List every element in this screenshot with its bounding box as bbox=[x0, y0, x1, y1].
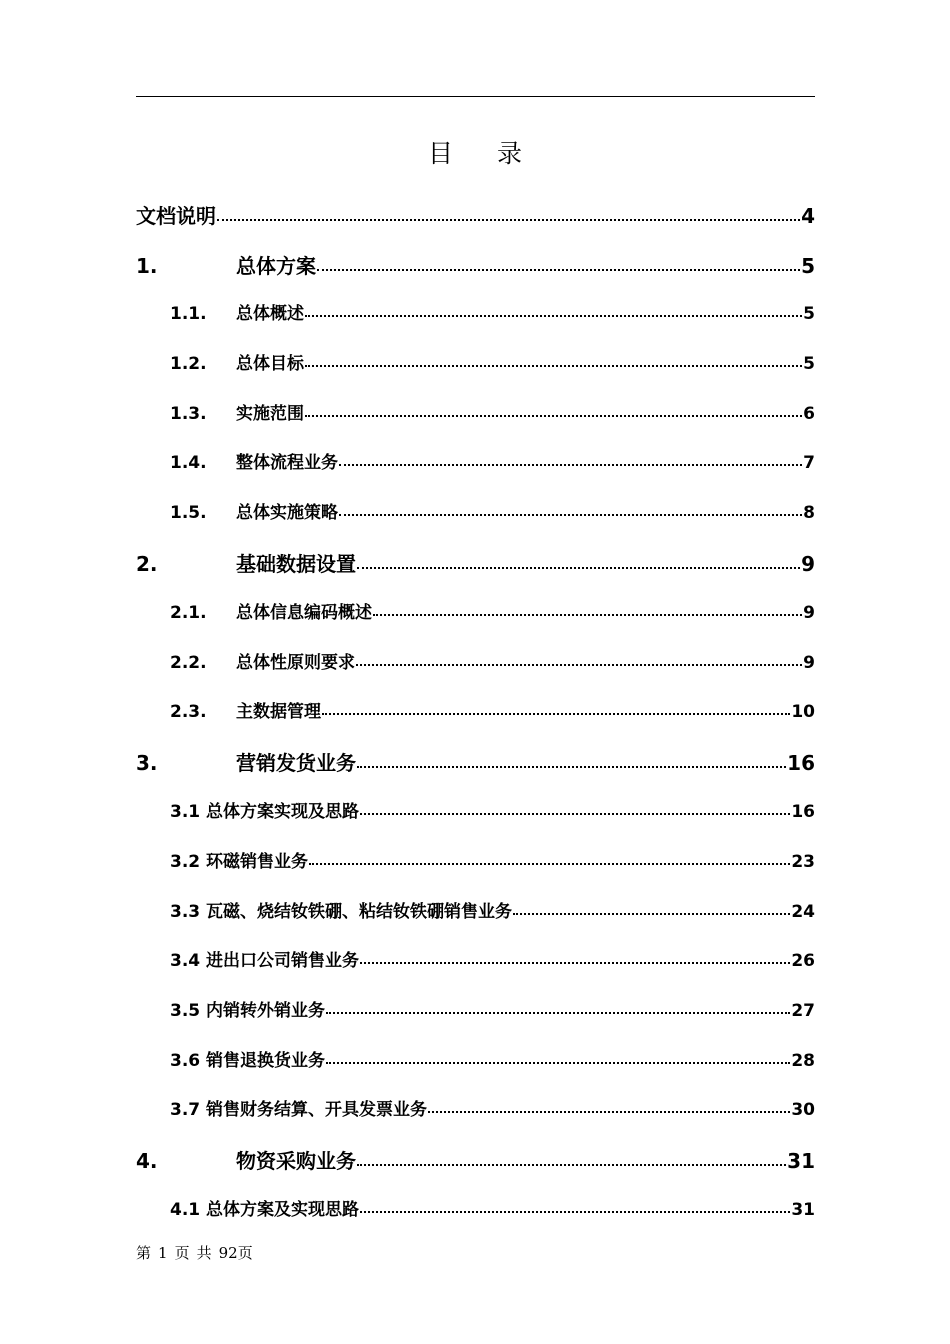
footer-total-pages: 92 bbox=[218, 1244, 238, 1262]
toc-entry-label: 3.5 内销转外销业务 bbox=[170, 1001, 326, 1021]
toc-entry-number: 2.1. bbox=[170, 603, 207, 623]
toc-entry-page: 16 bbox=[787, 751, 815, 775]
toc-entry-page: 23 bbox=[791, 852, 815, 872]
toc-entry-label: 3.2 环磁销售业务 bbox=[170, 852, 309, 872]
toc-entry-label: 4.1 总体方案及实现思路 bbox=[170, 1200, 360, 1220]
toc-entry[interactable] bbox=[136, 1145, 815, 1174]
toc-entry-page: 28 bbox=[791, 1051, 815, 1071]
toc-entry[interactable] bbox=[136, 299, 815, 324]
footer-current-page: 1 bbox=[158, 1244, 168, 1262]
toc-entry-label: 3.7 销售财务结算、开具发票业务 bbox=[170, 1100, 428, 1120]
toc-entry[interactable] bbox=[136, 1046, 815, 1071]
toc-dot-leader bbox=[326, 1012, 790, 1014]
toc-entry-page: 31 bbox=[791, 1200, 815, 1220]
toc-entry-page: 5 bbox=[803, 354, 815, 374]
toc-entry[interactable] bbox=[136, 648, 815, 673]
toc-dot-leader bbox=[357, 567, 800, 569]
header-rule bbox=[136, 96, 815, 97]
toc-entry-number: 2.3. bbox=[170, 702, 207, 722]
toc-dot-leader bbox=[339, 464, 802, 466]
toc-entry[interactable] bbox=[136, 598, 815, 623]
toc-dot-leader bbox=[356, 664, 802, 666]
toc-entry-number: 2. bbox=[136, 552, 158, 576]
footer-word-gong: 共 bbox=[196, 1244, 212, 1262]
toc-entry-label: 总体目标 bbox=[236, 354, 304, 374]
toc-dot-leader bbox=[339, 514, 802, 516]
toc-entry[interactable] bbox=[136, 1095, 815, 1120]
footer-word-ye-end: 页 bbox=[237, 1244, 253, 1262]
toc-entry[interactable] bbox=[136, 797, 815, 822]
toc-entry-number: 1.5. bbox=[170, 503, 207, 523]
toc-dot-leader bbox=[357, 1164, 786, 1166]
toc-entry-page: 8 bbox=[803, 503, 815, 523]
toc-entry-page: 27 bbox=[791, 1001, 815, 1021]
toc-entry-label: 整体流程业务 bbox=[236, 453, 338, 473]
toc-entry-page: 26 bbox=[791, 951, 815, 971]
toc-entry-label: 3.4 进出口公司销售业务 bbox=[170, 951, 360, 971]
toc-entry-label: 3.6 销售退换货业务 bbox=[170, 1051, 326, 1071]
toc-dot-leader bbox=[513, 913, 790, 915]
toc-entry-number: 4. bbox=[136, 1149, 158, 1173]
toc-entry-number: 1.4. bbox=[170, 453, 207, 473]
toc-dot-leader bbox=[373, 614, 802, 616]
toc-entry-label: 3.1 总体方案实现及思路 bbox=[170, 802, 360, 822]
toc-entry[interactable] bbox=[136, 548, 815, 577]
toc-entry-number: 1. bbox=[136, 254, 158, 278]
toc-dot-leader bbox=[357, 766, 786, 768]
toc-entry[interactable] bbox=[136, 349, 815, 374]
toc-entry-label: 营销发货业务 bbox=[236, 751, 356, 775]
toc-entry-label: 总体信息编码概述 bbox=[236, 603, 372, 623]
footer-word-ye: 页 bbox=[174, 1244, 190, 1262]
toc-entry-page: 10 bbox=[791, 702, 815, 722]
footer-word-di: 第 bbox=[136, 1244, 152, 1262]
toc-entry-label: 总体实施策略 bbox=[236, 503, 338, 523]
toc-entry-page: 31 bbox=[787, 1149, 815, 1173]
toc-entry-page: 30 bbox=[791, 1100, 815, 1120]
toc-entry-label: 物资采购业务 bbox=[236, 1149, 356, 1173]
toc-entry-number: 2.2. bbox=[170, 653, 207, 673]
toc-entry-page: 6 bbox=[803, 404, 815, 424]
toc-entry-page: 5 bbox=[801, 254, 815, 278]
toc-entry-page: 7 bbox=[803, 453, 815, 473]
toc-entry[interactable] bbox=[136, 996, 815, 1021]
toc-entry-number: 1.3. bbox=[170, 404, 207, 424]
toc-entry[interactable] bbox=[136, 897, 815, 922]
toc-entry-page: 5 bbox=[803, 304, 815, 324]
toc-entry-label: 总体概述 bbox=[236, 304, 304, 324]
page-footer bbox=[136, 1242, 260, 1263]
toc-dot-leader bbox=[317, 269, 800, 271]
toc-entry[interactable] bbox=[136, 747, 815, 776]
toc-entry-number: 1.2. bbox=[170, 354, 207, 374]
toc-entry[interactable] bbox=[136, 946, 815, 971]
toc-entry-label: 文档说明 bbox=[136, 204, 216, 228]
toc-entry[interactable] bbox=[136, 200, 815, 229]
toc-dot-leader bbox=[305, 315, 802, 317]
toc-dot-leader bbox=[309, 863, 790, 865]
toc-entry[interactable] bbox=[136, 847, 815, 872]
toc-dot-leader bbox=[360, 1211, 790, 1213]
toc-dot-leader bbox=[326, 1062, 790, 1064]
toc-dot-leader bbox=[305, 365, 802, 367]
toc-entry[interactable] bbox=[136, 250, 815, 279]
toc-entry-page: 24 bbox=[791, 902, 815, 922]
toc-dot-leader bbox=[428, 1111, 790, 1113]
toc-entry-label: 3.3 瓦磁、烧结钕铁硼、粘结钕铁硼销售业务 bbox=[170, 902, 513, 922]
toc-dot-leader bbox=[217, 219, 800, 221]
toc-entry[interactable] bbox=[136, 399, 815, 424]
toc-dot-leader bbox=[305, 415, 802, 417]
toc-entry-page: 4 bbox=[801, 204, 815, 228]
toc-entry-label: 实施范围 bbox=[236, 404, 304, 424]
toc-entry[interactable] bbox=[136, 697, 815, 722]
toc-entry-page: 16 bbox=[791, 802, 815, 822]
toc-title: 目 录 bbox=[428, 139, 540, 168]
toc-dot-leader bbox=[322, 713, 790, 715]
toc-entry[interactable] bbox=[136, 448, 815, 473]
toc-entry-page: 9 bbox=[801, 552, 815, 576]
toc-dot-leader bbox=[360, 962, 790, 964]
toc-entry-number: 3. bbox=[136, 751, 158, 775]
toc-entry-page: 9 bbox=[803, 653, 815, 673]
toc-entry-page: 9 bbox=[803, 603, 815, 623]
toc-entry-label: 总体方案 bbox=[236, 254, 316, 278]
toc-entry[interactable] bbox=[136, 498, 815, 523]
toc-dot-leader bbox=[360, 813, 790, 815]
toc-entry-label: 主数据管理 bbox=[236, 702, 321, 722]
toc-entry-label: 基础数据设置 bbox=[236, 552, 356, 576]
toc-entry[interactable] bbox=[136, 1195, 815, 1220]
toc-entry-number: 1.1. bbox=[170, 304, 207, 324]
toc-entry-label: 总体性原则要求 bbox=[236, 653, 355, 673]
